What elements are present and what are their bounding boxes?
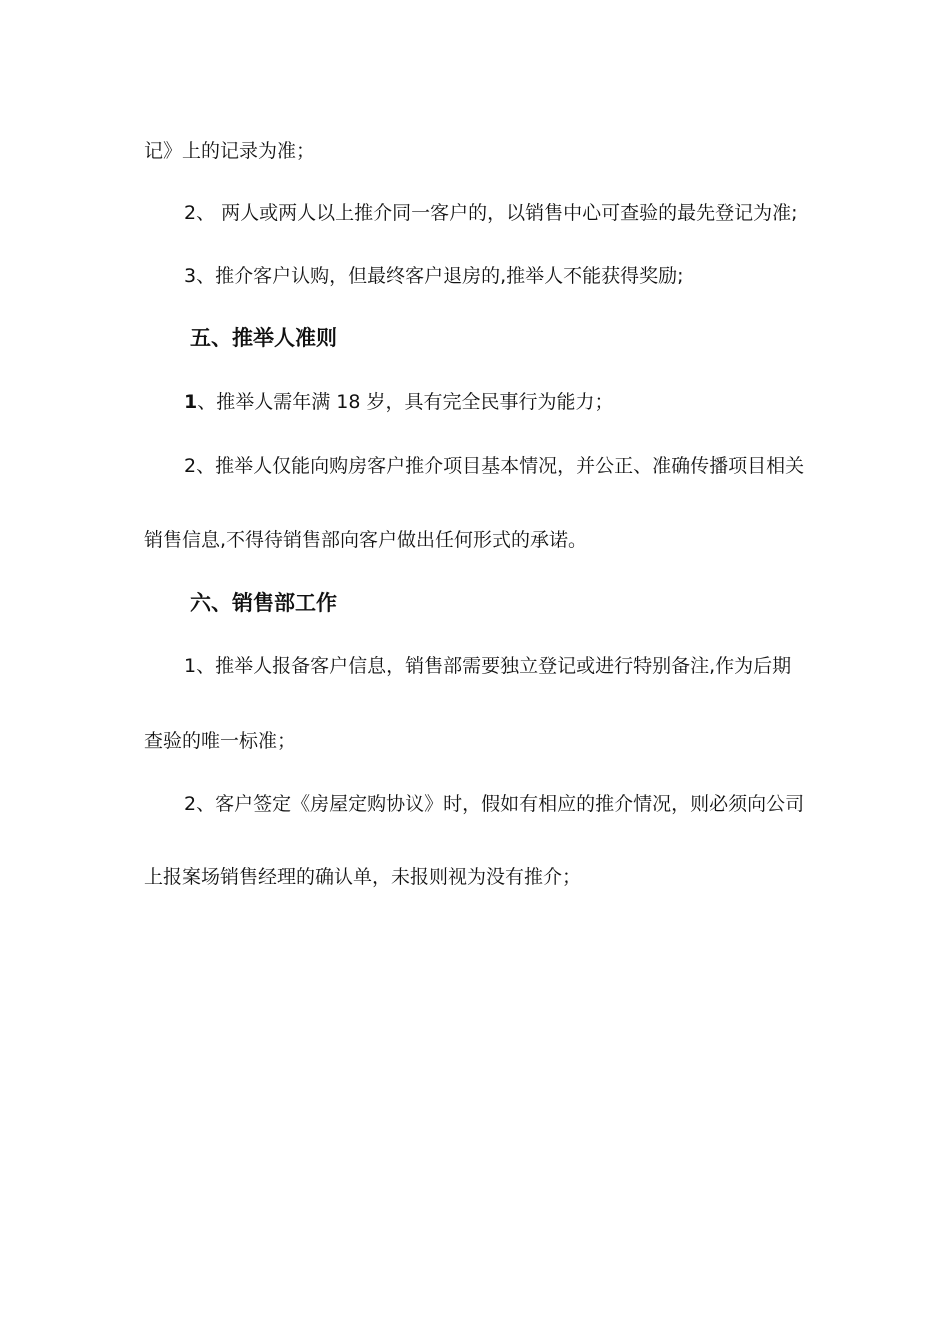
sales-item-1-line1: 1、推举人报备客户信息，销售部需要独立登记或进行特别备注,作为后期 — [184, 655, 792, 677]
item-text: 、推举人需年满 18 岁，具有完全民事行为能力； — [197, 391, 614, 413]
item-number: 1 — [184, 391, 198, 413]
rule-item-3: 3、推介客户认购，但最终客户退房的,推举人不能获得奖励; — [184, 265, 684, 287]
criteria-item-2-line2: 销售信息,不得待销售部向客户做出任何形式的承诺。 — [144, 529, 588, 551]
criteria-item-1 — [184, 390, 614, 414]
sales-item-2-line2: 上报案场销售经理的确认单，未报则视为没有推介； — [144, 866, 582, 888]
sales-item-1-line2: 查验的唯一标准； — [144, 730, 297, 752]
section-heading-5: 五、推举人准则 — [190, 326, 337, 350]
criteria-item-2-line1: 2、推举人仅能向购房客户推介项目基本情况，并公正、准确传播项目相关 — [184, 455, 805, 477]
rule-item-2: 2、 两人或两人以上推介同一客户的，以销售中心可查验的最先登记为准; — [184, 202, 798, 224]
section-heading-6: 六、销售部工作 — [190, 591, 337, 615]
continuation-text: 记》上的记录为准； — [144, 140, 316, 162]
sales-item-2-line1: 2、客户签定《房屋定购协议》时，假如有相应的推介情况，则必须向公司 — [184, 793, 805, 815]
